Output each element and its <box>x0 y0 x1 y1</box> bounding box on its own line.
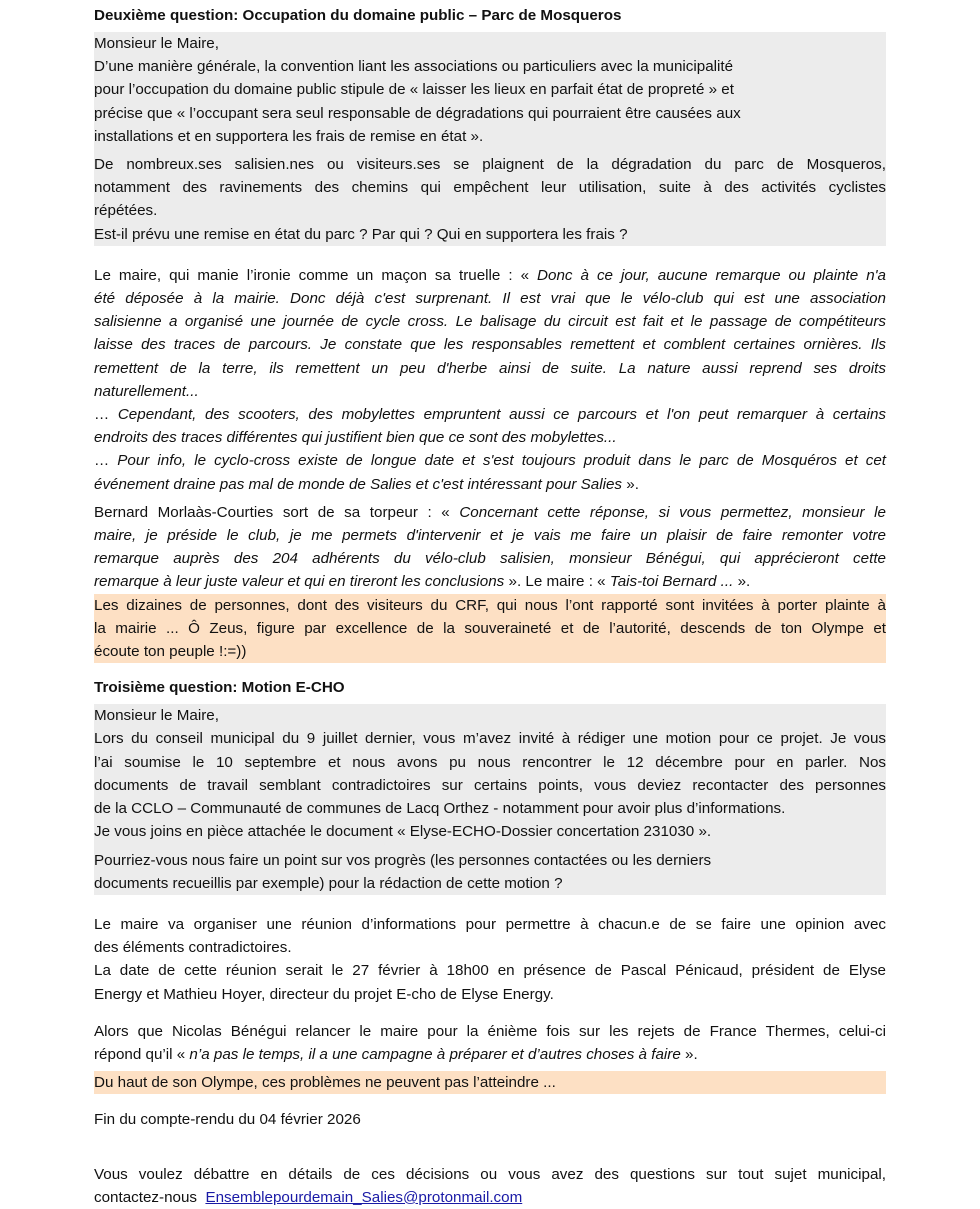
q2-answer-line <box>94 449 886 472</box>
q3-nicolas-block <box>94 1020 886 1066</box>
q2-question-line: Monsieur le Maire, <box>94 35 219 52</box>
q3-question-line: Je vous joins en pièce attachée le document « Elyse-ECHO-Dossier concertation 231030 ». <box>94 823 712 841</box>
q2-answer-line <box>94 473 886 496</box>
q2-answer-line: naturellement... <box>94 382 199 400</box>
q2-question-line: répétées. <box>94 202 158 220</box>
q2-answer-line: salisienne a organisé une journée de cycle cross. Le balisage du circuit est fait et le passage de compétiteurs <box>94 313 886 331</box>
q3-question-line: Pourriez-vous nous faire un point sur vos progrès (les personnes contactées ou les derniers <box>94 851 712 869</box>
mayor-quote: n’a pas le temps, il a une campagne à préparer et d’autres choses à faire <box>189 1045 681 1063</box>
q2-heading: Deuxième question: Occupation du domaine public – Parc de Mosqueros <box>94 7 622 24</box>
q2-answer-intro: Le maire, qui manie l’ironie comme un maçon sa truelle : « <box>94 266 538 284</box>
quote-close: ». <box>622 475 639 493</box>
q3-answer-line: Le maire va organiser une réunion d’informations pour permettre à chacun.e de se faire une opinion avec <box>94 915 886 933</box>
q3-answer-line: des éléments contradictoires. <box>94 939 292 957</box>
q3-comment-line: Du haut de son Olympe, ces problèmes ne peuvent pas l’atteindre ... <box>94 1074 556 1092</box>
q2-answer-quote: Cependant, des scooters, des mobylettes empruntent aussi ce parcours et l'on peut remarquer à certains <box>117 406 886 424</box>
contact-intro: contactez-nous <box>94 1188 206 1206</box>
q2-answer-quote: Pour info, le cyclo-cross existe de longue date et s'est toujours produit dans le parc de Mosquéros et cet <box>117 452 886 470</box>
q2-question-line: précise que « l’occupant sera seul responsable de dégradations qui pourraient être causées aux <box>94 104 741 122</box>
q3-nicolas-line: Alors que Nicolas Bénégui relancer le maire pour la énième fois sur les rejets de France Thermes, celui-ci <box>94 1022 886 1040</box>
quote-close: ». <box>680 1045 698 1063</box>
q2-answer-quote: Donc à ce jour, aucune remarque ou plainte n'a <box>537 266 886 284</box>
q2-question-line: pour l’occupation du domaine public stipule de « laisser les lieux en parfait état de propreté » et <box>94 81 734 99</box>
contact-line <box>94 1186 886 1209</box>
q2-question-line: De nombreux.ses salisien.nes ou visiteurs.ses se plaignent de la dégradation du parc de Mosqueros, <box>94 156 886 174</box>
nicolas-intro: répond qu’il « <box>94 1045 190 1063</box>
end-note: Fin du compte-rendu du 04 février 2026 <box>94 1111 361 1129</box>
q3-question-line: documents recueillis par exemple) pour la rédaction de cette motion ? <box>94 874 563 892</box>
ellipsis-prefix: … <box>94 406 118 424</box>
bernard-mid: ». Le maire : « <box>504 573 610 591</box>
q2-bernard-line: remarque auprès des 204 adhérents du vélo-club salisien, monsieur Bénégui, qui apprécieront cette <box>94 550 886 568</box>
contact-block <box>94 1163 886 1209</box>
q2-answer-line: endroits des traces différentes qui justifient bien que ce sont des mobylettes... <box>94 429 617 447</box>
q2-answer-line: remettent de la terre, ils remettent un peu d'herbe ainsi de suite. La nature aussi reprend ses droits <box>94 359 886 377</box>
q3-question-block <box>94 704 886 895</box>
q3-answer-line: Energy et Mathieu Hoyer, directeur du projet E-cho de Elyse Energy. <box>94 985 554 1003</box>
q3-question-line: de la CCLO – Communauté de communes de Lacq Orthez - notamment pour avoir plus d’informations. <box>94 800 786 818</box>
q2-bernard-block <box>94 501 886 594</box>
q3-question-line: documents de travail semblant contradictoires sur certains points, vous deviez recontacter des personnes <box>94 776 886 794</box>
q3-question-line: l’ai soumise le 10 septembre et nous avons pu nous rencontrer le 12 décembre pour en parler. Nos <box>94 753 886 771</box>
q2-answer-line: laisse des traces de parcours. Je constate que les responsables remettent et comblent certaines ornières. Ils <box>94 336 886 354</box>
q2-bernard-line <box>94 570 886 593</box>
q3-answer-line: La date de cette réunion serait le 27 février à 18h00 en présence de Pascal Pénicaud, président de Elyse <box>94 962 886 980</box>
contact-line: Vous voulez débattre en détails de ces décisions ou vous avez des questions sur tout sujet municipal, <box>94 1165 886 1183</box>
q2-question-line: installations et en supportera les frais de remise en état ». <box>94 127 484 145</box>
q2-answer-block <box>94 264 886 496</box>
q3-comment-block <box>94 1071 886 1094</box>
bernard-intro: Bernard Morlaàs-Courties sort de sa torpeur : « <box>94 503 460 521</box>
bernard-quote: Concernant cette réponse, si vous permettez, monsieur le <box>459 503 887 521</box>
q2-answer-quote: événement draine pas mal de monde de Salies et c'est intéressant pour Salies <box>94 475 623 493</box>
q2-comment-line: Les dizaines de personnes, dont des visiteurs du CRF, qui nous l’ont rapporté sont invitées à porter plainte à <box>94 596 886 614</box>
q2-question-block <box>94 32 886 246</box>
q3-heading: Troisième question: Motion E-CHO <box>94 679 345 697</box>
q2-answer-line: été déposée à la mairie. Donc déjà c'est surprenant. Il est vrai que le vélo-club qui est une association <box>94 290 886 308</box>
q2-question-line: D’une manière générale, la convention liant les associations ou particuliers avec la municipalité <box>94 58 734 76</box>
email-link[interactable]: Ensemblepourdemain_Salies@protonmail.com <box>205 1188 523 1206</box>
q2-answer-line <box>94 264 886 287</box>
bernard-quote: remarque à leur juste valeur et qui en tireront les conclusions <box>94 573 505 591</box>
q2-bernard-line <box>94 501 886 524</box>
mayor-quote: Tais-toi Bernard ... <box>609 573 734 591</box>
q3-nicolas-line <box>94 1043 886 1066</box>
q2-comment-line: écoute ton peuple !:=)) <box>94 643 247 661</box>
q3-question-line: Monsieur le Maire, <box>94 707 219 725</box>
q3-answer-block <box>94 913 886 1006</box>
q2-question-line: Est-il prévu une remise en état du parc ? Par qui ? Qui en supportera les frais ? <box>94 225 628 243</box>
quote-close: ». <box>733 573 751 591</box>
document-page <box>94 5 886 1209</box>
ellipsis-prefix: … <box>94 452 118 470</box>
q2-question-line: notamment des ravinements des chemins qui empêchent leur utilisation, suite à des activités cyclistes <box>94 179 886 197</box>
q2-answer-line <box>94 403 886 426</box>
q2-comment-line: la mairie ... Ô Zeus, figure par excellence de la souveraineté et de l’autorité, descends de ton Olympe et <box>94 619 886 637</box>
q3-question-line: Lors du conseil municipal du 9 juillet dernier, vous m’avez invité à rédiger une motion pour ce projet. Je vous <box>94 730 886 748</box>
q2-comment-block <box>94 594 886 664</box>
q2-bernard-line: maire, je préside le club, je me permets d'intervenir et je vais me faire un plaisir de faire remonter votre <box>94 527 886 545</box>
